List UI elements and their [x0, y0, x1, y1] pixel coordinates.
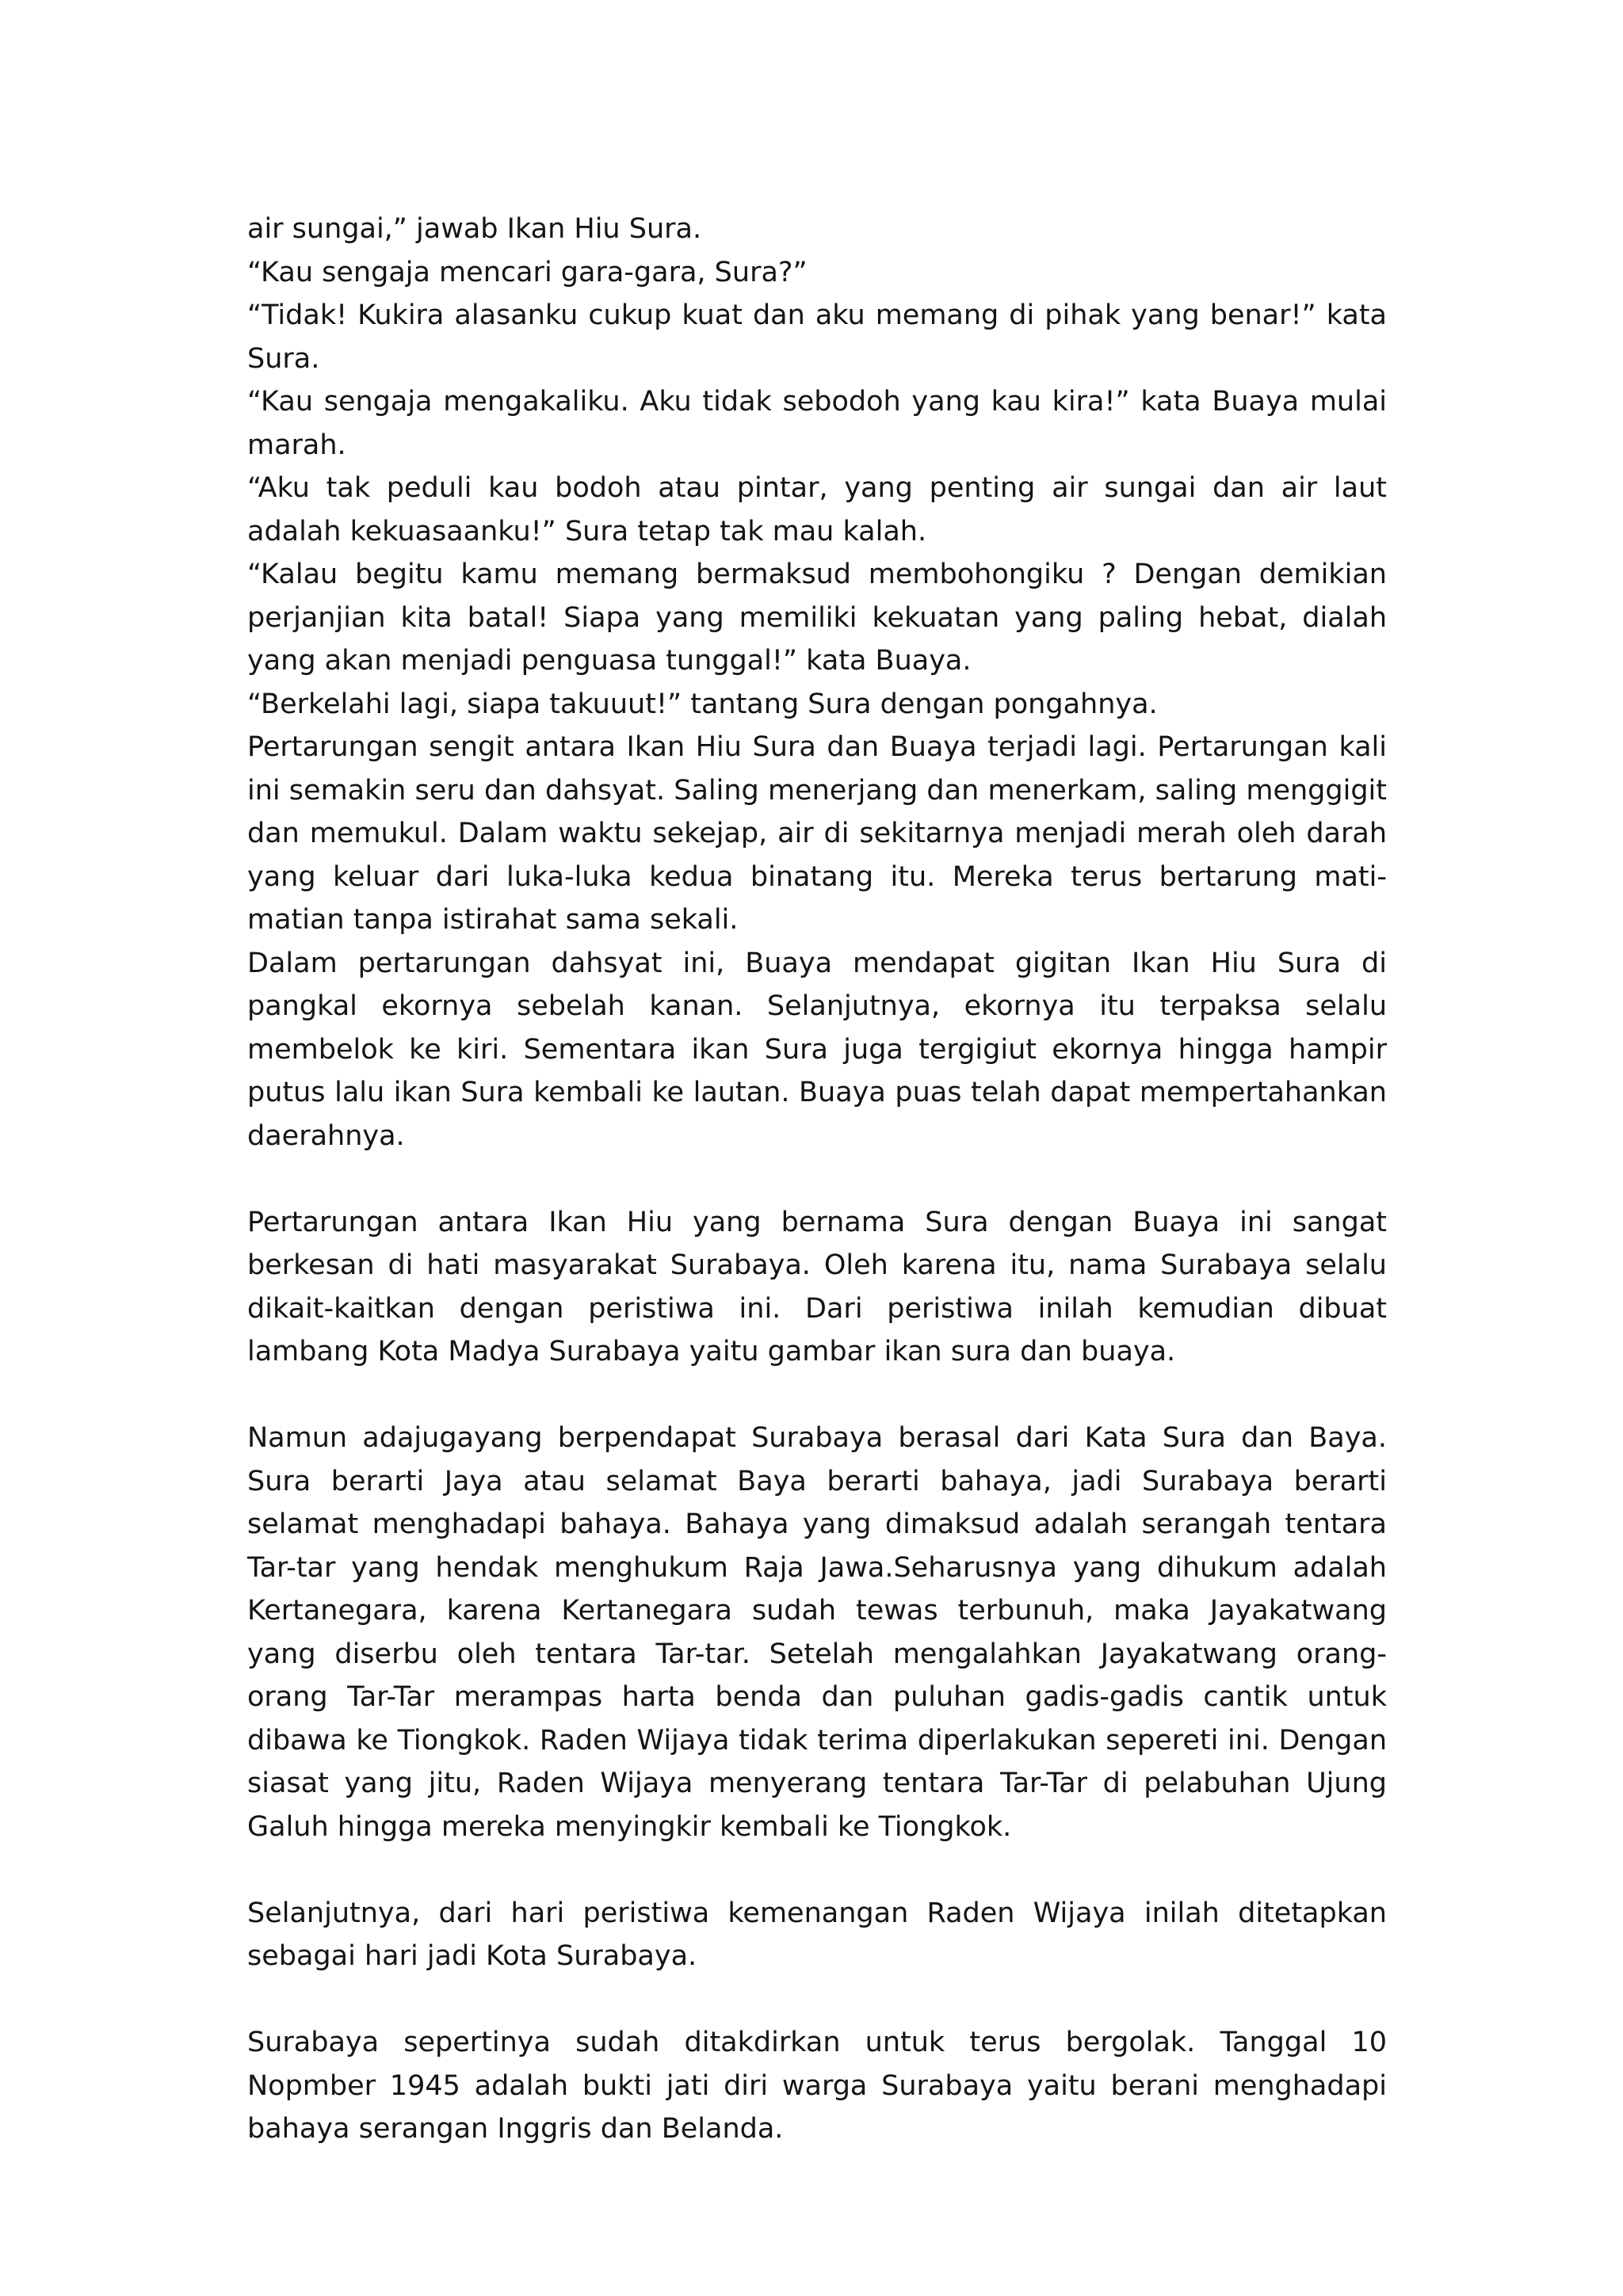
paragraph: Pertarungan antara Ikan Hiu yang bernama Sura dengan Buaya ini sangat berkesan di hati masyarakat Surabaya. Oleh karena itu, nama Surabaya selalu dikait-kaitkan dengan peristiwa ini. Dari peristiwa inilah kemudian dibuat lambang Kota Madya Surabaya yaitu gambar ikan sura dan buaya.: [247, 1206, 1387, 1367]
document-page: [247, 208, 1387, 2151]
paragraph: Namun adajugayang berpendapat Surabaya berasal dari Kata Sura dan Baya. Sura berarti Jaya atau selamat Baya berarti bahaya, jadi Surabaya berarti selamat menghadapi bahaya. Bahaya yang dimaksud adalah serangah tentara Tar-tar yang hendak menghukum Raja Jawa.Seharusnya yang dihukum adalah Kertanegara, karena Kertanegara sudah tewas terbunuh, maka Jayakatwang yang diserbu oleh tentara Tar-tar. Setelah mengalahkan Jayakatwang orang-orang Tar-Tar merampas harta benda dan puluhan gadis-gadis cantik untuk dibawa ke Tiongkok. Raden Wijaya tidak terima diperlakukan sepereti ini. Dengan siasat yang jitu, Raden Wijaya menyerang tentara Tar-Tar di pelabuhan Ujung Galuh hingga mereka menyingkir kembali ke Tiongkok.: [247, 1422, 1387, 1843]
paragraph: air sungai,” jawab Ikan Hiu Sura.: [247, 213, 702, 245]
paragraph: “Tidak! Kukira alasanku cukup kuat dan aku memang di pihak yang benar!” kata Sura.: [247, 299, 1387, 375]
paragraph: “Aku tak peduli kau bodoh atau pintar, yang penting air sungai dan air laut adalah kekuasaanku!” Sura tetap tak mau kalah.: [247, 472, 1387, 547]
paragraph: Selanjutnya, dari hari peristiwa kemenangan Raden Wijaya inilah ditetapkan sebagai hari jadi Kota Surabaya.: [247, 1897, 1387, 1972]
paragraph: “Kau sengaja mencari gara-gara, Sura?”: [247, 256, 808, 288]
paragraph: “Berkelahi lagi, siapa takuuut!” tantang Sura dengan pongahnya.: [247, 688, 1158, 720]
paragraph: Dalam pertarungan dahsyat ini, Buaya mendapat gigitan Ikan Hiu Sura di pangkal ekornya sebelah kanan. Selanjutnya, ekornya itu terpaksa selalu membelok ke kiri. Sementara ikan Sura juga tergigiut ekornya hingga hampir putus lalu ikan Sura kembali ke lautan. Buaya puas telah dapat mempertahankan daerahnya.: [247, 947, 1387, 1152]
paragraph: Surabaya sepertinya sudah ditakdirkan untuk terus bergolak. Tanggal 10 Nopmber 1945 adalah bukti jati diri warga Surabaya yaitu berani menghadapi bahaya serangan Inggris dan Belanda.: [247, 2027, 1387, 2145]
paragraph: Pertarungan sengit antara Ikan Hiu Sura dan Buaya terjadi lagi. Pertarungan kali ini semakin seru dan dahsyat. Saling menerjang dan menerkam, saling menggigit dan memukul. Dalam waktu sekejap, air di sekitarnya menjadi merah oleh darah yang keluar dari luka-luka kedua binatang itu. Mereka terus bertarung mati-matian tanpa istirahat sama sekali.: [247, 731, 1387, 936]
paragraph: “Kalau begitu kamu memang bermaksud membohongiku ? Dengan demikian perjanjian kita batal! Siapa yang memiliki kekuatan yang paling hebat, dialah yang akan menjadi penguasa tunggal!” kata Buaya.: [247, 559, 1387, 677]
paragraph: “Kau sengaja mengakaliku. Aku tidak sebodoh yang kau kira!” kata Buaya mulai marah.: [247, 386, 1387, 461]
